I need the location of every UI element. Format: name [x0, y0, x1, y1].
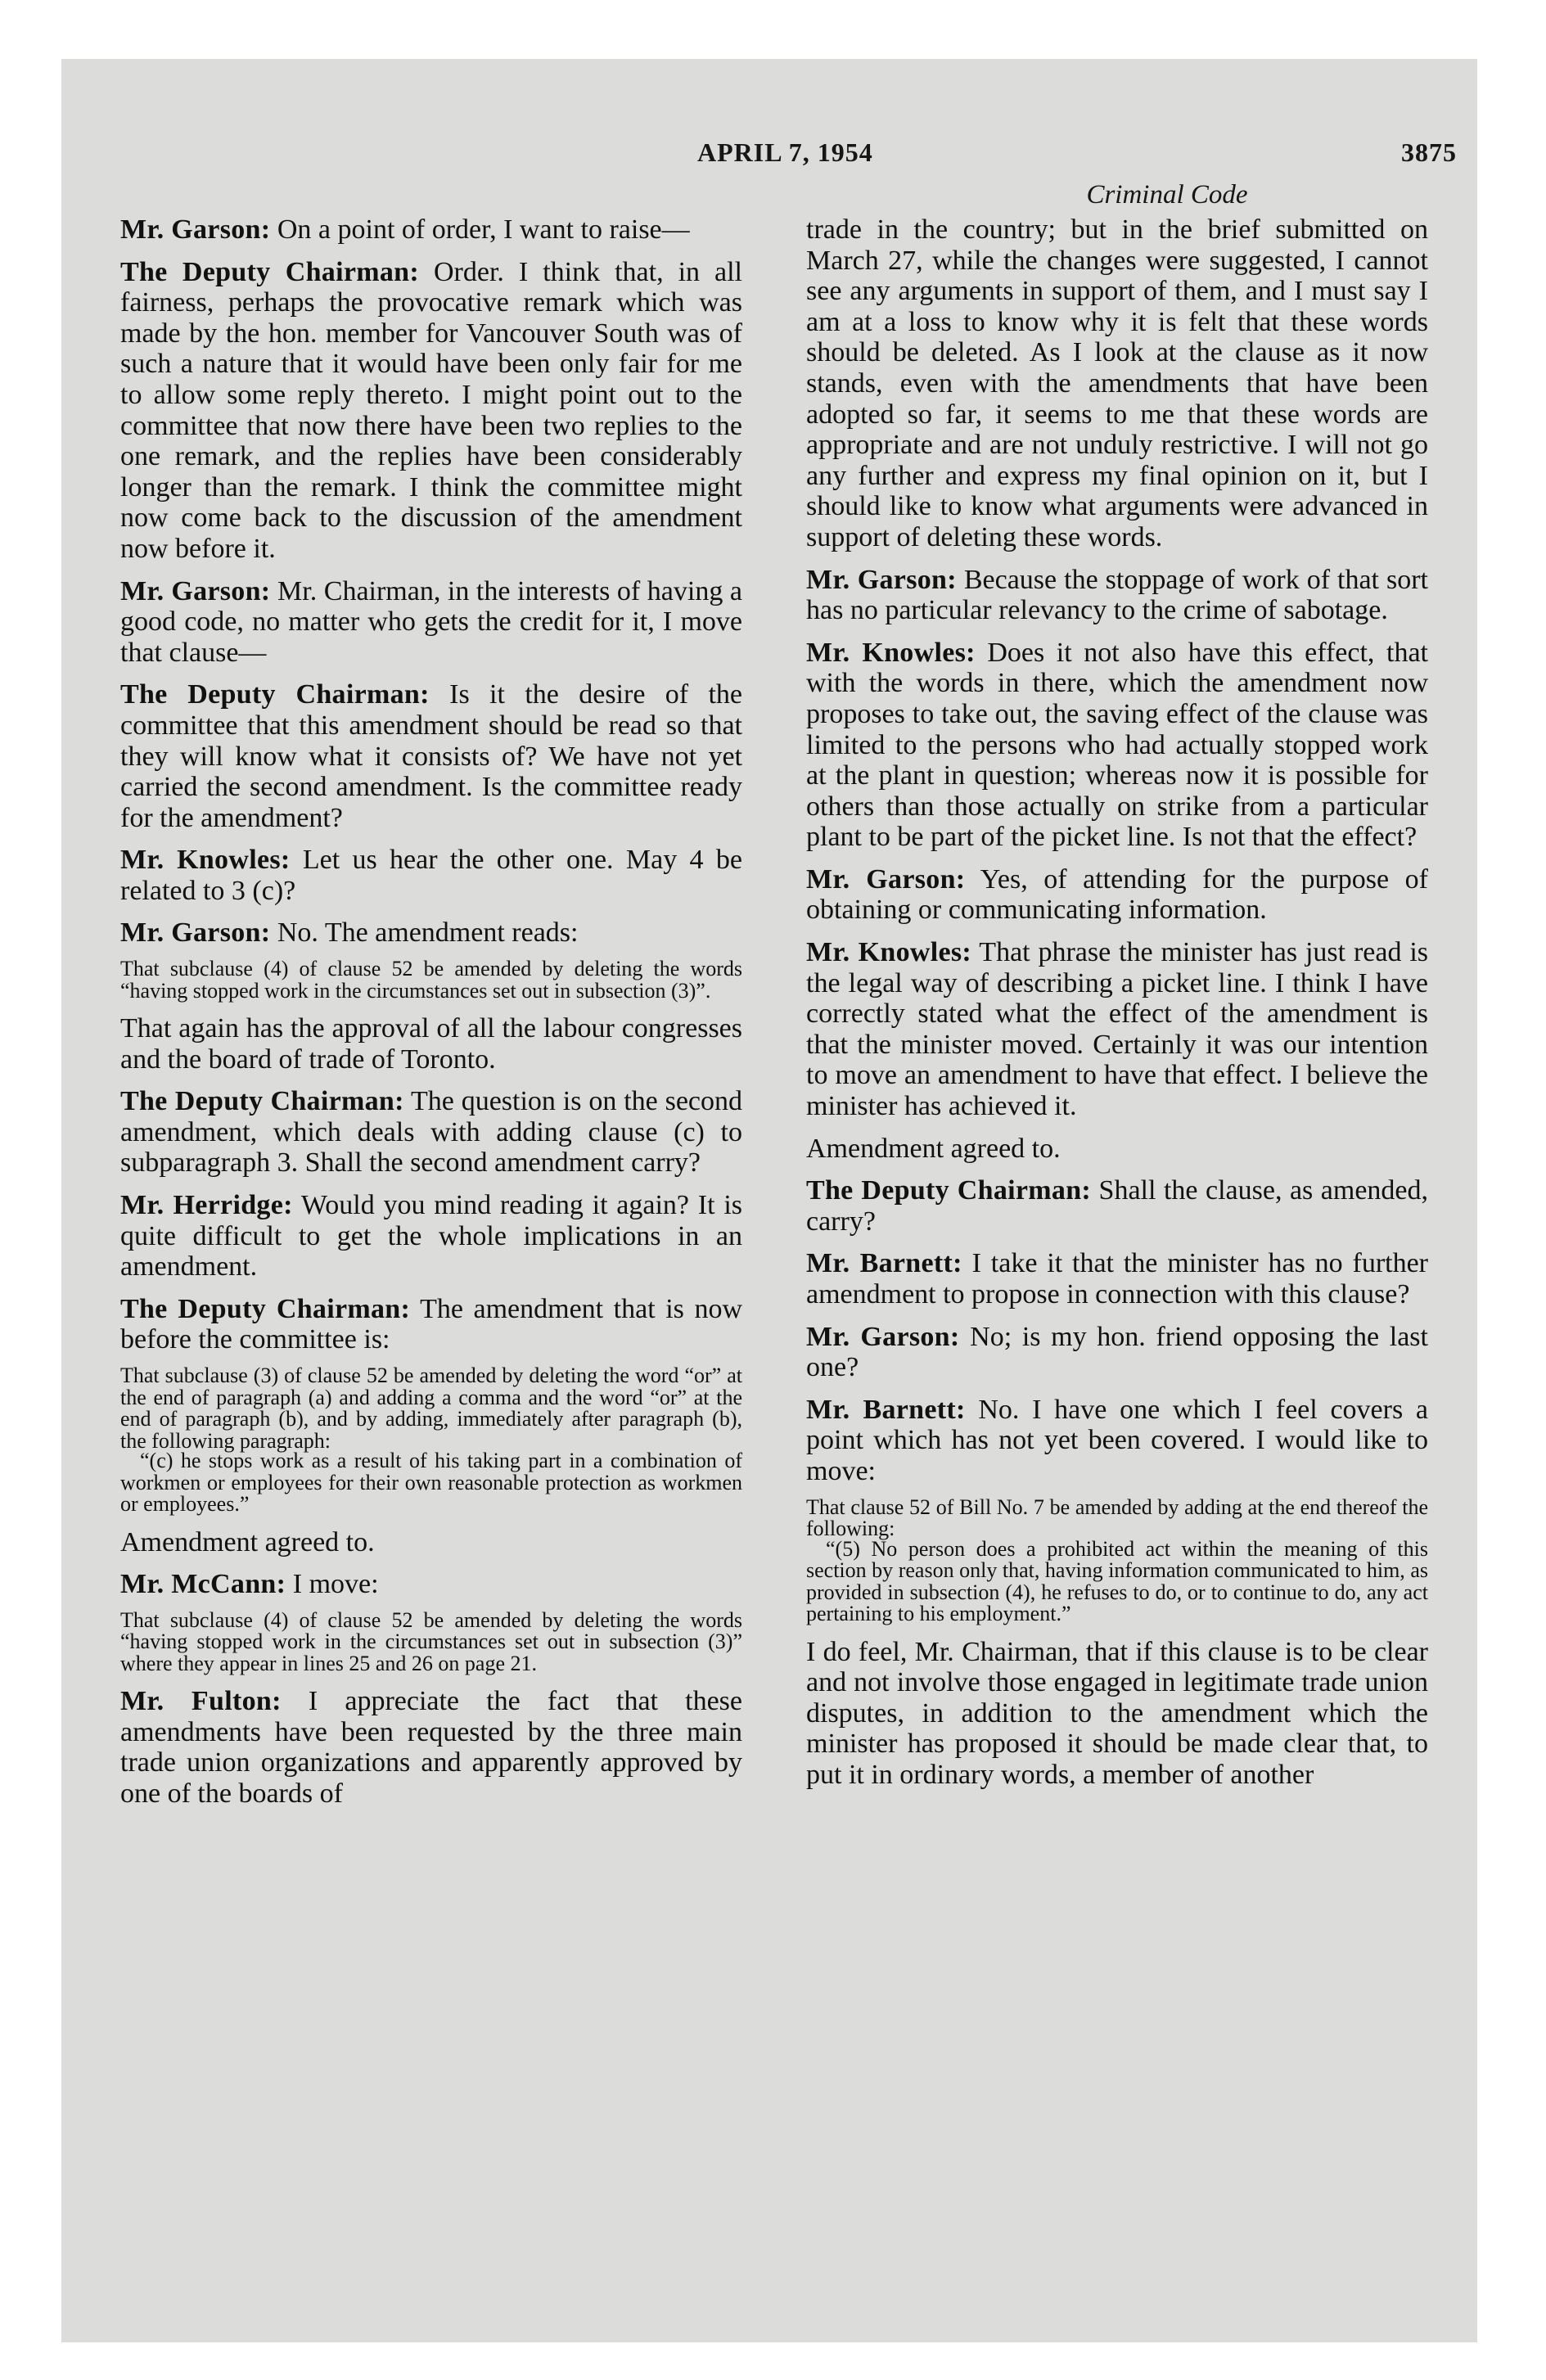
- speaker-name: Mr. Barnett:: [806, 1394, 966, 1425]
- speaker-name: Mr. Barnett:: [806, 1248, 962, 1279]
- paragraph-text: Yes, of attending for the purpose of obtaining or communicating information.: [806, 863, 1428, 926]
- paragraph: [120, 214, 742, 246]
- paragraph: [120, 845, 742, 906]
- speaker-name: Mr. Knowles:: [806, 937, 972, 968]
- paragraph: [120, 1190, 742, 1282]
- paragraph-text: Shall the clause, as amended, carry?: [806, 1175, 1428, 1237]
- paragraph: [120, 576, 742, 669]
- paragraph: [120, 1569, 742, 1600]
- paragraph-text: On a point of order, I want to raise—: [277, 214, 690, 245]
- paragraph: [120, 917, 742, 949]
- speaker-name: Mr. McCann:: [120, 1569, 286, 1600]
- speaker-name: The Deputy Chairman:: [120, 1086, 404, 1117]
- paragraph-text: trade in the country; but in the brief submitted on March 27, while the changes were suggested, I cannot see any arguments in support of them, and I must say I am at a loss to know why it is felt that these words should be deleted. As I look at the clause as it now stands, even with the amendments that have been adopted so far, it seems to me that these words are appropriate and are not unduly restrictive. I will not go any further and express my final opinion on it, but I should like to know what arguments were advanced in support of deleting these words.: [806, 214, 1428, 552]
- paragraph: [806, 1175, 1428, 1237]
- paragraph: [806, 1248, 1428, 1309]
- speaker-name: Mr. Garson:: [120, 575, 271, 606]
- paragraph-text: Amendment agreed to.: [806, 1133, 1061, 1164]
- paragraph: [806, 937, 1428, 1122]
- paragraph-text: Amendment agreed to.: [120, 1526, 375, 1557]
- paragraph: [806, 1322, 1428, 1383]
- paragraph-text: The question is on the second amendment, which deals with adding clause (c) to subparagraph 3. Shall the second amendment carry?: [120, 1086, 742, 1179]
- paragraph: [806, 565, 1428, 626]
- paragraph-text: Mr. Chairman, in the interests of having a good code, no matter who gets the credit for it, I move that clause—: [120, 575, 742, 668]
- paragraph-text: That phrase the minister has just read is the legal way of describing a picket line. I think I have correctly stated what the effect of the amendment is that the minister moved. Certainly it was our intention to move an amendment to have that effect. I believe the minister has achieved it.: [806, 937, 1428, 1122]
- speaker-name: Mr. Garson:: [806, 1321, 960, 1352]
- paragraph-text: Order. I think that, in all fairness, perhaps the provocative remark which was made by the hon. member for Vancouver South was of such a nature that it would have been only fair for me to allow some reply thereto. I might point out to the committee that now there have been two replies to the one remark, and the replies have been considerably longer than the remark. I think the committee might now come back to the discussion of the amendment now before it.: [120, 256, 742, 564]
- speaker-name: Mr. Garson:: [120, 917, 271, 949]
- amendment-quote: That clause 52 of Bill No. 7 be amended by adding at the end thereof the following:: [806, 1494, 1428, 1541]
- paragraph-text: I do feel, Mr. Chairman, that if this clause is to be clear and not involve those engaged in legitimate trade union disputes, in addition to the amendment which the minister has proposed it should be made clear that, to put it in ordinary words, a member of another: [806, 1636, 1428, 1790]
- paragraph: [806, 864, 1428, 926]
- amendment-quote: That subclause (4) of clause 52 be amended by deleting the words “having stopped work in the circumstances set out in subsection (3)” where they appear in lines 25 and 26 on page 21.: [120, 1607, 742, 1675]
- paragraph: [806, 1395, 1428, 1487]
- paragraph-text: I appreciate the fact that these amendments have been requested by the three main trade union organizations and apparently approved by one of the boards of: [120, 1686, 742, 1809]
- amendment-quote: That subclause (3) of clause 52 be amended by deleting the word “or” at the end of paragraph (a) and adding a comma and the word “or” at the end of paragraph (b), and by adding, immediately after paragraph (b), the following paragraph:: [120, 1364, 742, 1453]
- speaker-name: Mr. Knowles:: [120, 845, 291, 876]
- speaker-name: Mr. Fulton:: [120, 1686, 282, 1717]
- speaker-name: Mr. Knowles:: [806, 637, 976, 668]
- paragraph-text: Does it not also have this effect, that with the words in there, which the amendment now proposes to take out, the saving effect of the clause was limited to the persons who had actually stopped work at the plant in question; whereas now it is possible for others than those actually on strike from a particular plant to be part of the picket line. Is not that the effect?: [806, 637, 1428, 853]
- speaker-name: Mr. Garson:: [806, 863, 966, 895]
- paragraph-text: No; is my hon. friend opposing the last one?: [806, 1321, 1428, 1383]
- paragraph: [120, 1013, 742, 1075]
- paragraph: [120, 1086, 742, 1179]
- speaker-name: Mr. Herridge:: [120, 1190, 293, 1221]
- speaker-name: The Deputy Chairman:: [120, 1293, 411, 1324]
- paragraph-text: Would you mind reading it again? It is quite difficult to get the whole implications in an amendment.: [120, 1190, 743, 1282]
- speaker-name: Mr. Garson:: [120, 214, 271, 245]
- paragraph-text: The amendment that is now before the committee is:: [120, 1293, 743, 1355]
- paragraph: [120, 1294, 742, 1355]
- paragraph: [806, 1134, 1428, 1165]
- running-title: Criminal Code: [1086, 180, 1248, 210]
- paragraph-text: I take it that the minister has no further amendment to propose in connection with this clause?: [806, 1248, 1429, 1309]
- paragraph-text: Let us hear the other one. May 4 be related to 3 (c)?: [120, 845, 742, 906]
- paragraph: [806, 214, 1428, 553]
- paragraph-text: That again has the approval of all the labour congresses and the board of trade of Toronto.: [120, 1013, 742, 1075]
- speaker-name: The Deputy Chairman:: [120, 256, 419, 287]
- paragraph: [120, 257, 742, 565]
- speaker-name: The Deputy Chairman:: [120, 679, 430, 710]
- paragraph: [120, 679, 742, 833]
- speaker-name: Mr. Garson:: [806, 564, 957, 595]
- amendment-quote: “(5) No person does a prohibited act within the meaning of this section by reason only that, having information communicated to him, as provided in subsection (4), he refuses to do, or to continue to do, any act pertaining to his employment.”: [806, 1536, 1428, 1626]
- amendment-quote: That subclause (4) of clause 52 be amended by deleting the words “having stopped work in the circumstances set out in subsection (3)”.: [120, 957, 742, 1003]
- paragraph: [806, 1637, 1428, 1791]
- paragraph-text: Is it the desire of the committee that this amendment should be read so that they will know what it consists of? We have not yet carried the second amendment. Is the committee ready for the amendment?: [120, 679, 743, 833]
- paragraph-text: Because the stoppage of work of that sort has no particular relevancy to the crime of sabotage.: [806, 564, 1428, 626]
- left-column: [120, 214, 742, 1821]
- paragraph-text: No. The amendment reads:: [277, 917, 579, 949]
- paragraph: [806, 638, 1428, 853]
- right-column: [806, 214, 1428, 1802]
- paragraph: [120, 1686, 742, 1809]
- paragraph-text: I move:: [292, 1569, 379, 1600]
- page-number: 3875: [1401, 137, 1457, 167]
- speaker-name: The Deputy Chairman:: [806, 1175, 1092, 1206]
- page-date: APRIL 7, 1954: [697, 137, 873, 167]
- paragraph-text: No. I have one which I feel covers a point which has not yet been covered. I would like to move:: [806, 1394, 1428, 1486]
- amendment-quote: “(c) he stops work as a result of his taking part in a combination of workmen or employees for their own reasonable protection as workmen or employees.”: [120, 1449, 742, 1516]
- paragraph: [120, 1527, 742, 1558]
